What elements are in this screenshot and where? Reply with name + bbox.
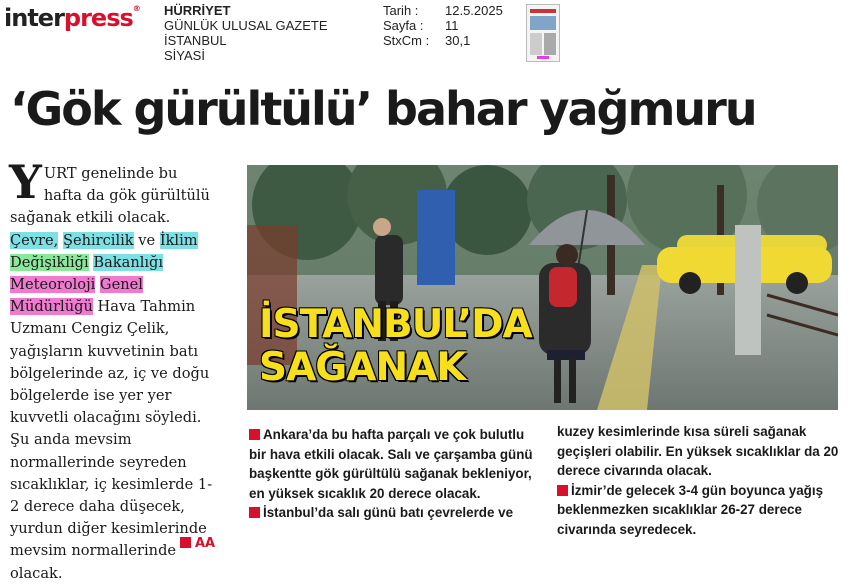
highlighted-term: Genel <box>99 276 143 294</box>
photo-overlay-title <box>259 303 532 389</box>
column-paragraph <box>249 503 534 523</box>
news-photo <box>247 165 838 410</box>
overlay-line-2: SAĞANAK <box>259 345 466 390</box>
logo-main: inter <box>4 4 64 32</box>
page-thumbnail[interactable] <box>526 4 560 62</box>
red-square-icon <box>557 485 568 496</box>
publication-info <box>164 3 328 63</box>
publication-name: HÜRRİYET <box>164 3 231 18</box>
body-text: Hava Tahmin Uzmanı Cengiz Çelik, yağışların kuvvetinin batı bölgelerinde az, iç ve doğu bölgelerde ise yer yer kuvvetli olacağını söyledi. Şu anda mevsim normallerinde seyreden sıcaklıklar, iç kesimlerde 1-2 derece daha düşecek, yurdun diğer kesimlerinde mevsim normallerinde olacak. <box>10 298 213 582</box>
meta-key: Tarih : <box>383 3 419 18</box>
highlighted-term: Şehircilik <box>62 231 134 249</box>
meta-row-stxcm <box>383 33 503 48</box>
clipping-meta <box>383 3 503 48</box>
highlighted-term: Müdürlüğü <box>10 298 93 316</box>
paragraph-text: İzmir’de gelecek 3-4 gün boyunca yağış beklenmezken sıcaklıklar 26-27 derece civarında seyredecek. <box>557 482 824 537</box>
highlighted-term: Değişikliği <box>10 253 89 271</box>
meta-value: 12.5.2025 <box>445 3 503 18</box>
highlighted-term: Meteoroloji <box>10 276 96 294</box>
red-square-icon <box>249 429 260 440</box>
source-credit <box>180 536 215 551</box>
column-paragraph <box>557 422 842 481</box>
publication-frequency: GÜNLÜK ULUSAL GAZETE <box>164 18 328 33</box>
article-column-2 <box>249 425 534 523</box>
meta-row-date <box>383 3 503 18</box>
publication-city: İSTANBUL <box>164 33 227 48</box>
article-body <box>9 155 220 585</box>
source-label: AA <box>195 536 216 551</box>
column-paragraph <box>249 425 534 503</box>
meta-value: 30,1 <box>445 33 471 48</box>
meta-key: Sayfa : <box>383 18 424 33</box>
meta-key: StxCm : <box>383 33 430 48</box>
registered-mark: ® <box>132 4 140 13</box>
meta-row-page <box>383 18 503 33</box>
red-square-icon <box>249 507 260 518</box>
publication-section: SİYASİ <box>164 48 205 63</box>
column-paragraph <box>557 481 842 540</box>
highlighted-term: Bakanlığı <box>93 253 164 271</box>
drop-cap: Y <box>9 155 42 209</box>
meta-table <box>383 3 503 48</box>
overlay-line-1: İSTANBUL’DA <box>259 302 532 347</box>
highlighted-term: Çevre, <box>10 231 59 249</box>
body-text: URT genelinde bu hafta da gök gürültülü sağanak etkili olacak. <box>10 165 210 227</box>
highlighted-term: İklim <box>159 231 198 249</box>
paragraph-text: Ankara’da bu hafta parçalı ve çok bulutlu bir hava etkili olacak. Salı ve çarşamba günü başkentte gök gürültülü sağanak bekleniyor, en yüksek sıcaklık 20 derece olacak. <box>249 427 533 501</box>
red-square-icon <box>180 537 191 548</box>
paragraph-text: İstanbul’da salı günü batı çevrelerde ve <box>263 505 514 521</box>
headline: ‘Gök gürültülü’ bahar yağmuru <box>10 82 756 136</box>
body-text: ve <box>133 231 160 249</box>
interpress-logo <box>4 4 140 32</box>
meta-value: 11 <box>445 18 459 33</box>
article-column-3 <box>557 422 842 540</box>
paragraph-text: kuzey kesimlerinde kısa süreli sağanak geçişleri olabilir. En yüksek sıcaklıklar da 20 derece civarında olacak. <box>557 424 839 479</box>
logo-accent: press <box>63 4 133 32</box>
